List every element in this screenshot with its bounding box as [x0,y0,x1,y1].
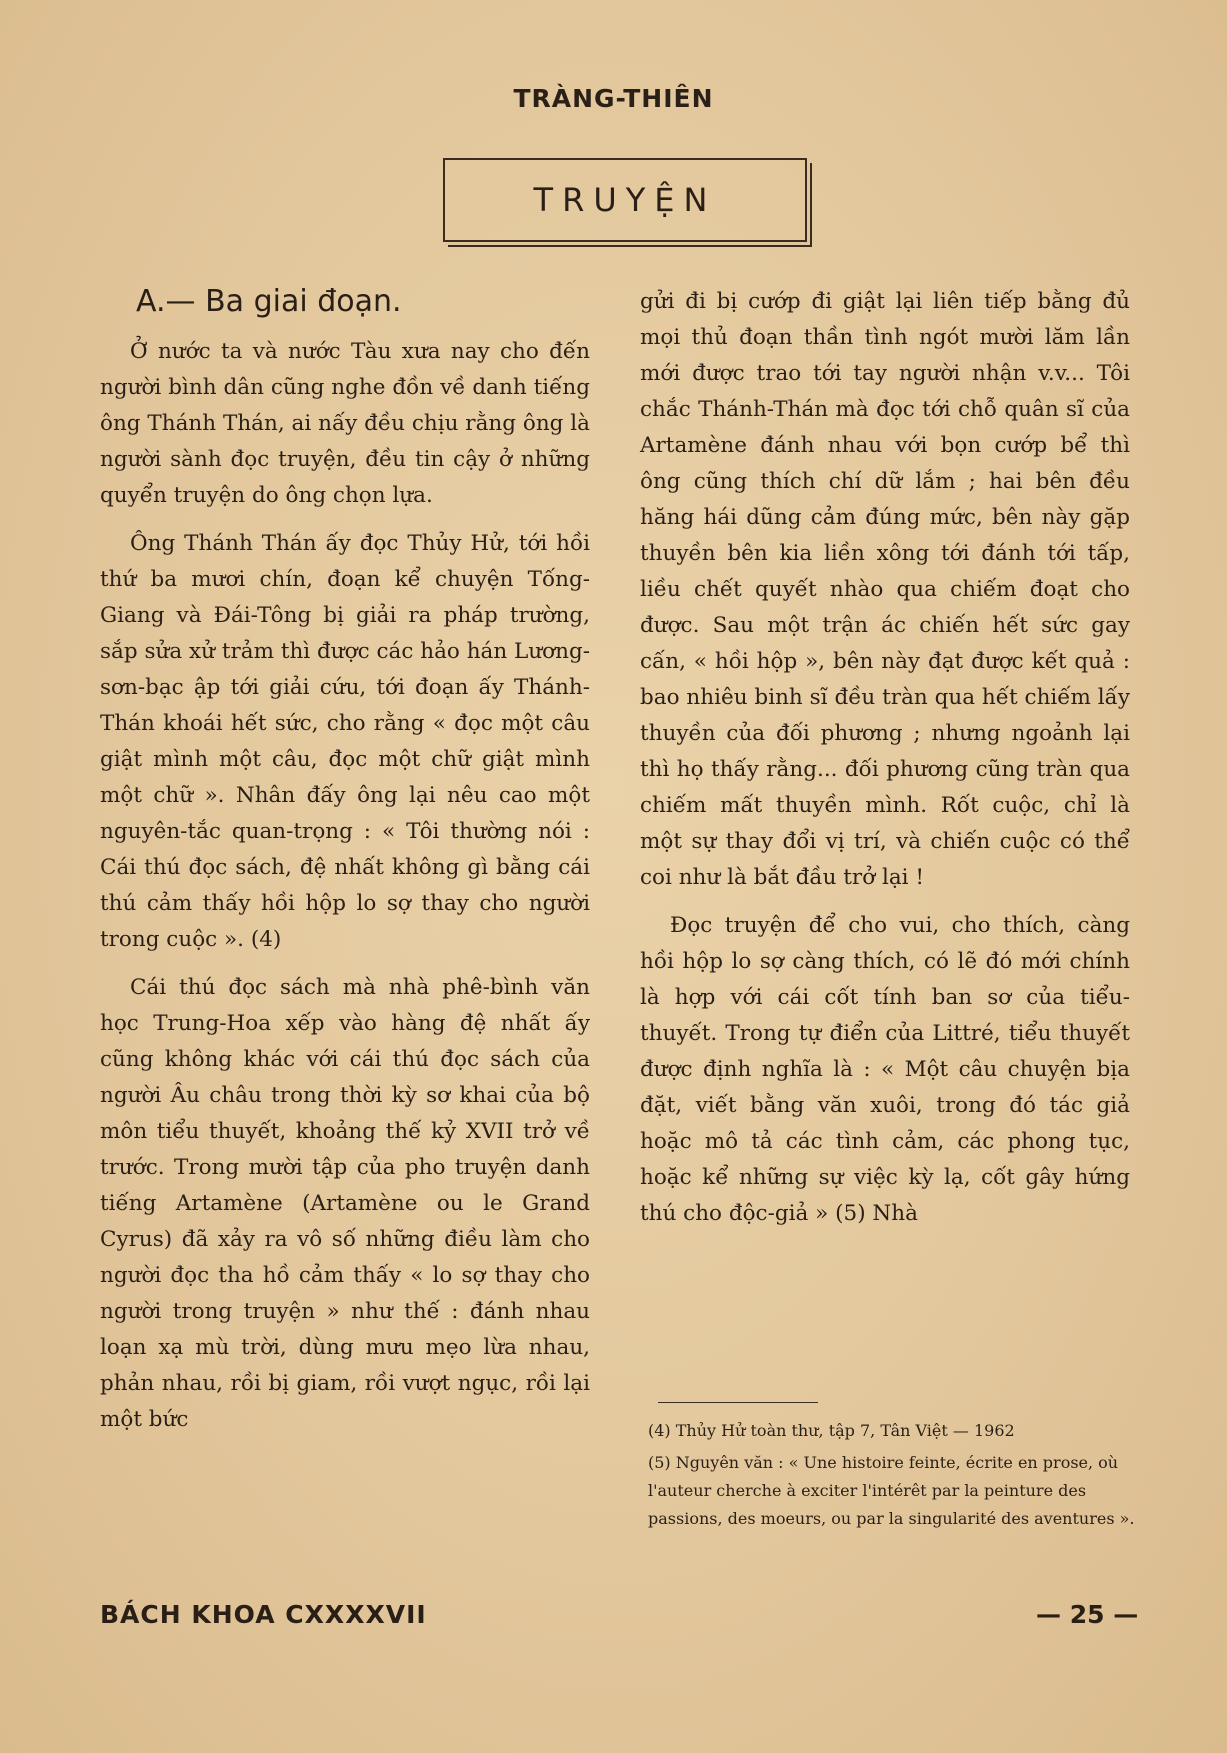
footnotes [648,1402,1148,1537]
section-heading: A.— Ba giai đoạn. [136,284,402,319]
left-column [100,284,590,1450]
author-name: TRÀNG-THIÊN [513,84,714,113]
page-number: — 25 — [1036,1600,1139,1629]
paragraph: Cái thú đọc sách mà nhà phê-bình văn học Trung-Hoa xếp vào hàng đệ nhất ấy cũng không khác với cái thú đọc sách của người Âu châu trong thời kỳ sơ khai của bộ môn tiểu thuyết, khoảng thế kỷ XVII trở về trước. Trong mười tập của pho truyện danh tiếng Artamène (Artamène ou le Grand Cyrus) đã xảy ra vô số những điều làm cho người đọc tha hồ cảm thấy « lo sợ thay cho người trong truyện » như thế : đánh nhau loạn xạ mù trời, dùng mưu mẹo lừa nhau, phản nhau, rồi bị giam, rồi vượt ngục, rồi lại một bức [100,975,590,1432]
paragraph: Ông Thánh Thán ấy đọc Thủy Hử, tới hồi thứ ba mươi chín, đoạn kể chuyện Tống-Giang và Đái-Tông bị giải ra pháp trường, sắp sửa xử trảm thì được các hảo hán Lương-sơn-bạc ập tới giải cứu, tới đoạn ấy Thánh-Thán khoái hết sức, cho rằng « đọc một câu giật mình một câu, đọc một chữ giật mình một chữ ». Nhân đấy ông lại nêu cao một nguyên-tắc quan-trọng : « Tôi thường nói : Cái thú đọc sách, đệ nhất không gì bằng cái thú cảm thấy hồi hộp lo sợ thay cho người trong cuộc ». (4) [100,531,590,952]
section-title: TRUYỆN [533,181,717,219]
footnote: (5) Nguyên văn : « Une histoire feinte, écrite en prose, où l'auteur cherche à exciter l'intérêt par la peinture des passions, des moeurs, ou par la singularité des aventures ». [648,1453,1135,1528]
section-title-box [443,158,807,242]
paragraph: Đọc truyện để cho vui, cho thích, càng hồi hộp lo sợ càng thích, có lẽ đó mới chính là hợp với cái cốt tính ban sơ của tiểu-thuyết. Trong tự điển của Littré, tiểu thuyết được định nghĩa là : « Một câu chuyện bịa đặt, viết bằng văn xuôi, trong đó tác giả hoặc mô tả các tình cảm, các phong tục, hoặc kể những sự việc kỳ lạ, cốt gây hứng thú cho độc-giả » (5) Nhà [640,913,1130,1226]
magazine-name: BÁCH KHOA CXXXXVII [100,1600,427,1629]
footnote-divider [658,1402,818,1403]
footnote: (4) Thủy Hử toàn thư, tập 7, Tân Việt — 1962 [648,1421,1015,1440]
paragraph: gửi đi bị cướp đi giật lại liên tiếp bằng đủ mọi thủ đoạn thần tình ngót mười lăm lần mới được trao tới tay người nhận v.v... Tôi chắc Thánh-Thán mà đọc tới chỗ quân sĩ của Artamène đánh nhau với bọn cướp bể thì ông cũng thích chí dữ lắm ; hai bên đều hăng hái dũng cảm đúng mức, bên này gặp thuyền bên kia liền xông tới đánh tới tấp, liều chết quyết nhào qua chiếm đoạt cho được. Sau một trận ác chiến hết sức gay cấn, « hồi hộp », bên này đạt được kết quả : bao nhiêu binh sĩ đều tràn qua hết chiếm lấy thuyền của đối phương ; nhưng ngoảnh lại thì họ thấy rằng... đối phương cũng tràn qua chiếm mất thuyền mình. Rốt cuộc, chỉ là một sự thay đổi vị trí, và chiến cuộc có thể coi như là bắt đầu trở lại ! [640,289,1130,890]
paragraph: Ở nước ta và nước Tàu xưa nay cho đến người bình dân cũng nghe đồn về danh tiếng ông Thánh Thán, ai nấy đều chịu rằng ông là người sành đọc truyện, đều tin cậy ở những quyển truyện do ông chọn lựa. [100,339,590,508]
right-column [640,284,1130,1244]
